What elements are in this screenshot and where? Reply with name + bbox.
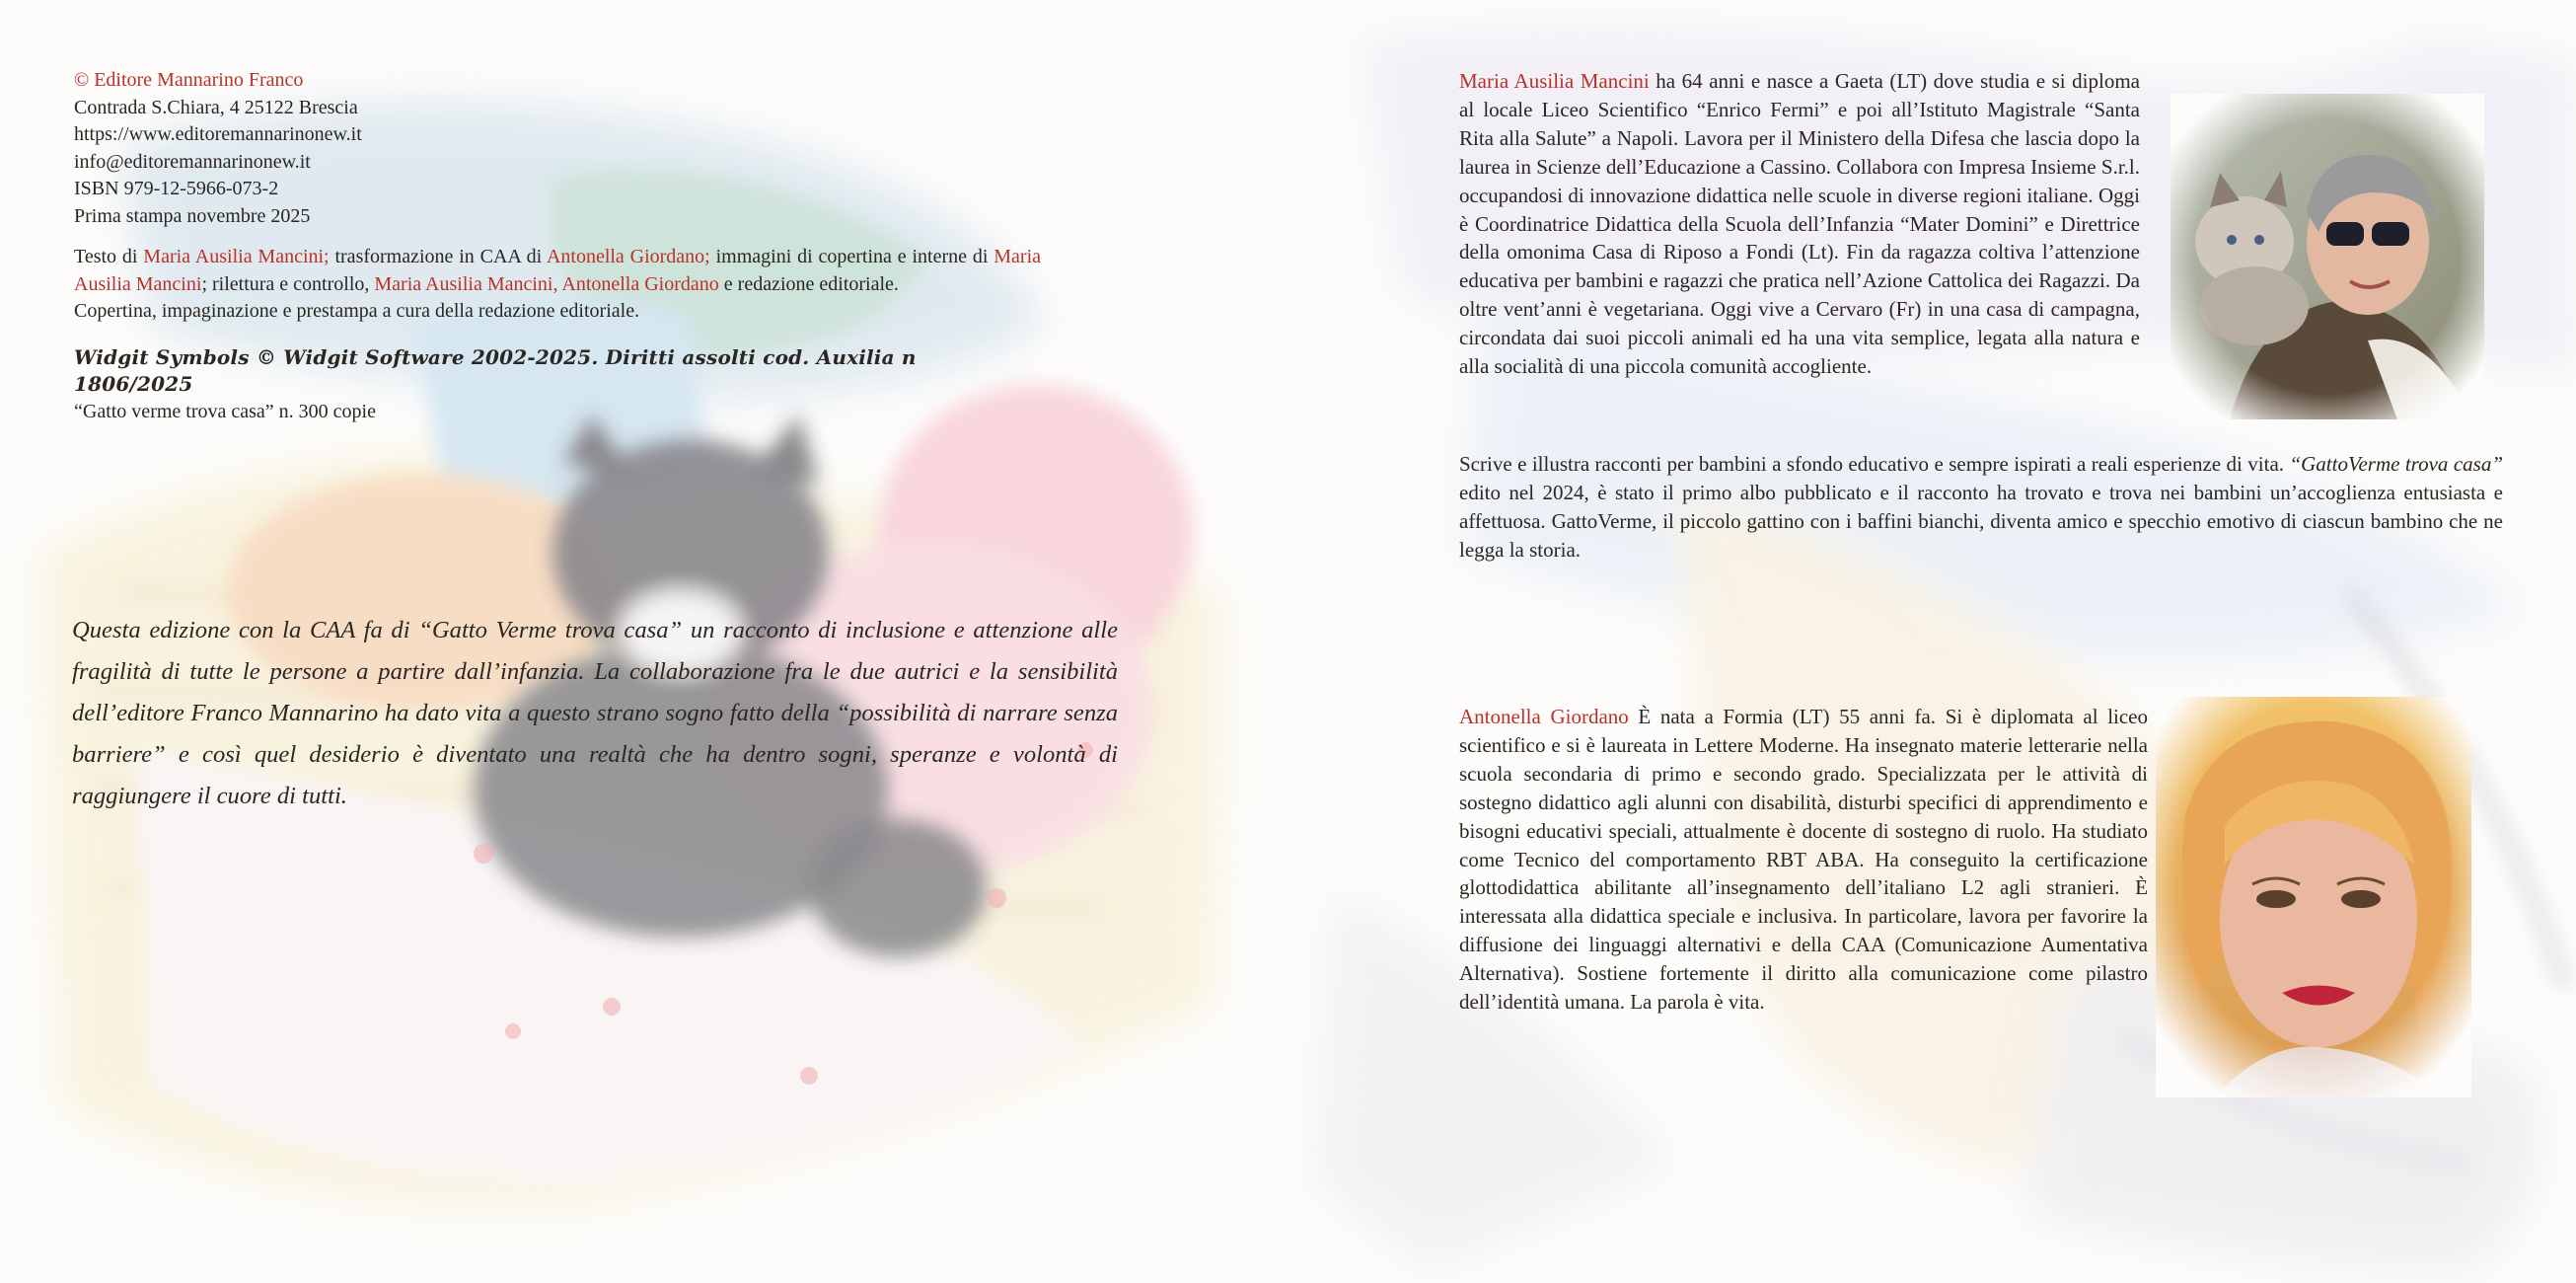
bio-text: edito nel 2024, è stato il primo albo pubblicato e il racconto ha trovato e trova nei bambini un’accoglienza entusiasta e affettuosa. GattoVerme, il piccolo gattino con i baffini bianchi, diventa amico e specchio emotivo di ciascun bambino che ne legga la storia. [1459, 480, 2503, 562]
publisher-address: Contrada S.Chiara, 4 25122 Brescia [74, 96, 358, 118]
credit-author: Antonella Giordano; [546, 246, 710, 267]
credits [74, 244, 1041, 298]
edition-intro: Questa edizione con la CAA fa di “Gatto Verme trova casa” un racconto di inclusione e attenzione alle fragilità di tutte le persone a partire dall’infanzia. La collaborazione fra le due autrici e la sensibilità dell’editore Franco Mannarino ha dato vita a questo strano sogno fatto della “possibilità di narrare senza barriere” e così quel desiderio è diventato una realtà che ha dentro sogni, speranze e volontà di raggiungere il cuore di tutti. [72, 617, 1118, 809]
colophon [74, 67, 1041, 425]
cover-note: Copertina, impaginazione e prestampa a cura della redazione editoriale. [74, 300, 640, 322]
credits-text: trasformazione in CAA di [329, 246, 547, 267]
isbn: ISBN 979-12-5966-073-2 [74, 178, 279, 199]
author-bio-mancini-continued [1459, 450, 2503, 565]
bio-text: ha 64 anni e nasce a Gaeta (LT) dove studia e si diploma al locale Liceo Scientifico “Enrico Fermi” e poi all’Istituto Magistrale “Santa Rita alla Salute” a Napoli. Lavora per il Ministero della Difesa che lascia dopo la laurea in Scienze dell’Educazione a Cassino. Collabora con Impresa Insieme S.r.l. occupandosi di innovazione didattica nelle scuole in diverse regioni italiane. Oggi è Coordinatrice Didattica della Scuola dell’Infanzia “Mater Domini” e Direttrice della omonima Casa di Riposo a Fondi (Lt). Fin da ragazza coltiva l’attenzione educativa per bambini e ragazzi che pratica nell’Azione Cattolica dei Ragazzi. Da oltre vent’anni è vegetariana. Oggi vive a Cervaro (Fr) in una casa di campagna, circondata dai suoi piccoli animali ed ha una vita semplice, legata alla natura e alla socialità di una piccola comunità accogliente. [1459, 69, 2140, 379]
author-name: Antonella Giordano [1459, 705, 1629, 728]
publisher-email[interactable]: info@editoremannarinonew.it [74, 150, 311, 173]
widgit-notice: Widgit Symbols © Widgit Software 2002-2025. Diritti assolti cod. Auxilia n 1806/2025 [74, 344, 917, 396]
author-bio-giordano [1459, 703, 2148, 1017]
author-photo-giordano [2156, 697, 2471, 1097]
author-photo-mancini [2171, 94, 2484, 419]
author-name: Maria Ausilia Mancini [1459, 69, 1650, 93]
credits-text: Testo di [74, 246, 144, 267]
book-title: “GattoVerme trova casa” [2289, 452, 2503, 476]
bio-text: Scrive e illustra racconti per bambini a sfondo educativo e sempre ispirati a reali esperienze di vita. [1459, 452, 2290, 476]
bio-text: È nata a Formia (LT) 55 anni fa. Si è diplomata al liceo scientifico e si è laureata in Lettere Moderne. Ha insegnato materie letterarie nella scuola secondaria di primo e secondo grado. Specializzata per le attività di sostegno didattico agli alunni con disabilità, disturbi specifici di apprendimento e bisogni educativi speciali, attualmente è docente di sostegno di ruolo. Ha studiato come Tecnico del comportamento RBT ABA. Ha conseguito la certificazione glottodidattica abilitante all’insegnamento dell’italiano L2 agli stranieri. È interessata alla didattica speciale e inclusiva. In particolare, lavora per favorire la diffusione dei linguaggi alternativi e della CAA (Comunicazione Aumentativa Alternativa). Sostiene fortemente il diritto alla comunicazione come pilastro dell’identità umana. La parola è vita. [1459, 705, 2149, 1015]
author-bio-mancini [1459, 67, 2140, 381]
credit-author: Maria Ausilia Mancini [74, 246, 1042, 295]
credit-author: Antonella Giordano [561, 272, 719, 295]
credits-text: e redazione editoriale. [718, 272, 899, 295]
first-print: Prima stampa novembre 2025 [74, 204, 311, 227]
credits-text: ; rilettura e controllo, [201, 272, 375, 295]
publisher-website[interactable]: https://www.editoremannarinonew.it [74, 123, 362, 145]
credits-text: immagini di copertina e interne di [709, 246, 994, 267]
credit-author: Maria Ausilia Mancini, [374, 272, 558, 295]
credit-author: Maria Ausilia Mancini; [143, 246, 330, 267]
publisher-name: © Editore Mannarino Franco [74, 69, 304, 91]
copies-note: “Gatto verme trova casa” n. 300 copie [74, 400, 376, 422]
